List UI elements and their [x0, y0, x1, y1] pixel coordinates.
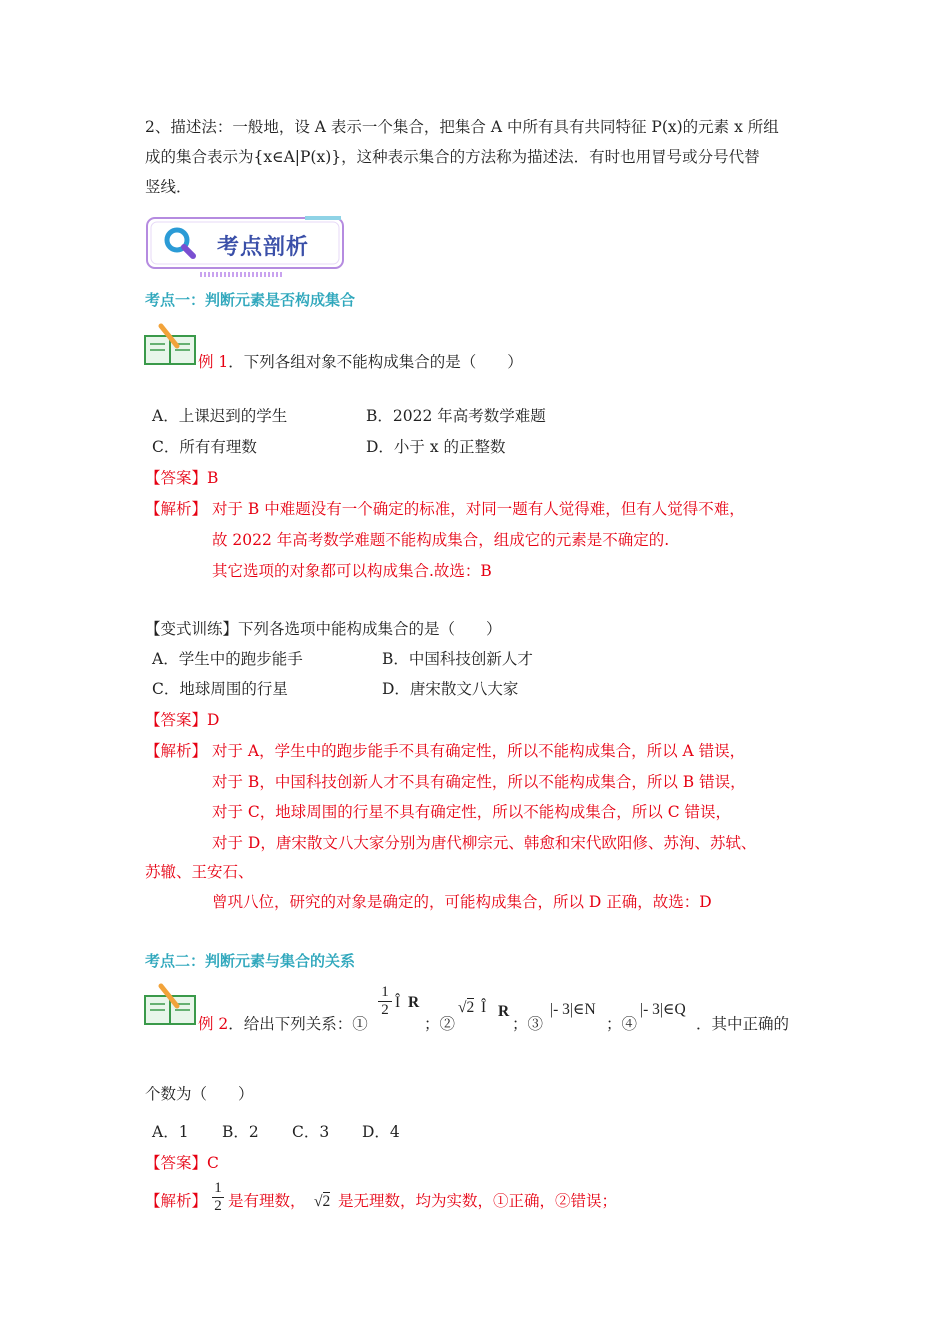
- rel1-numerator: 1: [381, 984, 389, 1000]
- rel1-denominator: 2: [378, 1001, 392, 1019]
- point2-heading: 考点二：判断元素与集合的关系: [145, 952, 356, 970]
- example2-option-b: B．2: [222, 1123, 259, 1141]
- variant-analysis-5: 苏辙、王安石、: [145, 863, 254, 881]
- example2-label: 例 2: [198, 1015, 229, 1033]
- example1-option-a: A．上课迟到的学生: [152, 407, 288, 425]
- variant-analysis-3: 对于 C，地球周围的行星不具有确定性，所以不能构成集合，所以 C 错误，: [212, 803, 732, 821]
- analysis-radicand: 2: [322, 1193, 331, 1210]
- variant-analysis-1: 对于 A，学生中的跑步能手不具有确定性，所以不能构成集合，所以 A 错误，: [212, 742, 746, 760]
- example2-answer: 【答案】C: [145, 1154, 219, 1172]
- rel1-symbol: Î: [395, 994, 401, 1011]
- variant-analysis-2: 对于 B，中国科技创新人才不具有确定性，所以不能构成集合，所以 B 错误，: [212, 773, 746, 791]
- rel2-symbol: Î: [481, 999, 487, 1016]
- example1: [198, 352, 523, 372]
- intro-line-1: 2、描述法：一般地，设 A 表示一个集合，把集合 A 中所有具有共同特征 P(x)的元素 x 所组: [145, 118, 779, 136]
- analysis-fraction: [212, 1180, 224, 1215]
- rel1-fraction: [378, 984, 392, 1019]
- rel2-radicand: 2: [466, 999, 475, 1016]
- variant-option-c: C．地球周围的行星: [152, 680, 288, 698]
- example1-option-b: B．2022 年高考数学难题: [366, 407, 546, 425]
- variant-answer: 【答案】D: [145, 711, 220, 729]
- variant-option-a: A．学生中的跑步能手: [152, 650, 303, 668]
- rel4: |- 3|∈Q: [640, 1001, 686, 1018]
- example1-option-d: D．小于 x 的正整数: [366, 438, 506, 456]
- sep1: ；②: [424, 1015, 456, 1033]
- variant-analysis-4: 对于 D，唐宋散文八大家分别为唐代柳宗元、韩愈和宋代欧阳修、苏洵、苏轼、: [212, 834, 757, 852]
- example1-option-c: C．所有有理数: [152, 438, 257, 456]
- example2-option-d: D．4: [362, 1123, 400, 1141]
- rel2-set: R: [498, 1003, 510, 1020]
- rel1-set: R: [408, 994, 420, 1011]
- analysis-text-a: 是有理数，: [228, 1192, 306, 1210]
- example1-analysis-label: 【解析】: [145, 500, 208, 518]
- variant-option-d: D．唐宋散文八大家: [382, 680, 519, 698]
- example2-option-c: C．3: [292, 1123, 330, 1141]
- intro-line-2: 成的集合表示为{x∈A|P(x)}，这种表示集合的方法称为描述法．有时也用冒号或分号代替: [145, 148, 760, 166]
- example2-line2: 个数为（ ）: [145, 1085, 254, 1103]
- example1-analysis-3: 其它选项的对象都可以构成集合.故选：B: [212, 562, 492, 580]
- analysis-numerator: 1: [214, 1180, 222, 1196]
- search-icon: [163, 226, 197, 260]
- example2-option-a: A．1: [152, 1123, 189, 1141]
- variant-title: 【变式训练】下列各选项中能构成集合的是（ ）: [145, 620, 502, 638]
- example1-analysis-2: 故 2022 年高考数学难题不能构成集合，组成它的元素是不确定的.: [212, 531, 670, 549]
- variant-analysis-6: 曾巩八位，研究的对象是确定的，可能构成集合，所以 D 正确，故选：D: [212, 893, 712, 911]
- book-pencil-icon: [143, 322, 197, 368]
- example2-intro: ．给出下列关系：①: [228, 1015, 368, 1033]
- sep2: ；③: [512, 1015, 544, 1033]
- sep3: ；④: [606, 1015, 638, 1033]
- variant-option-b: B．中国科技创新人才: [382, 650, 533, 668]
- example1-answer: 【答案】B: [145, 469, 219, 487]
- banner-title: 考点剖析: [217, 235, 310, 260]
- analysis-root: √2: [314, 1193, 331, 1210]
- analysis-denominator: 2: [212, 1197, 224, 1215]
- point1-heading: 考点一：判断元素是否构成集合: [145, 291, 356, 309]
- example2-tail: ．其中正确的: [696, 1015, 790, 1033]
- rel2-root: √2: [458, 999, 475, 1016]
- analysis-text-b: 是无理数，均为实数，①正确，②错误；: [338, 1192, 618, 1210]
- rel3: |- 3|∈N: [550, 1001, 596, 1018]
- section-banner: [145, 216, 345, 278]
- example1-label: 例 1: [198, 353, 229, 371]
- example1-analysis-1: 对于 B 中难题没有一个确定的标准，对同一题有人觉得难，但有人觉得不难，: [212, 500, 745, 518]
- book-pencil-icon: [143, 982, 197, 1028]
- example2-line1: [198, 1014, 368, 1034]
- example1-text: ．下列各组对象不能构成集合的是（ ）: [228, 353, 523, 371]
- example2-analysis-label: 【解析】: [145, 1192, 208, 1210]
- variant-analysis-label: 【解析】: [145, 742, 208, 760]
- intro-line-3: 竖线．: [145, 178, 192, 196]
